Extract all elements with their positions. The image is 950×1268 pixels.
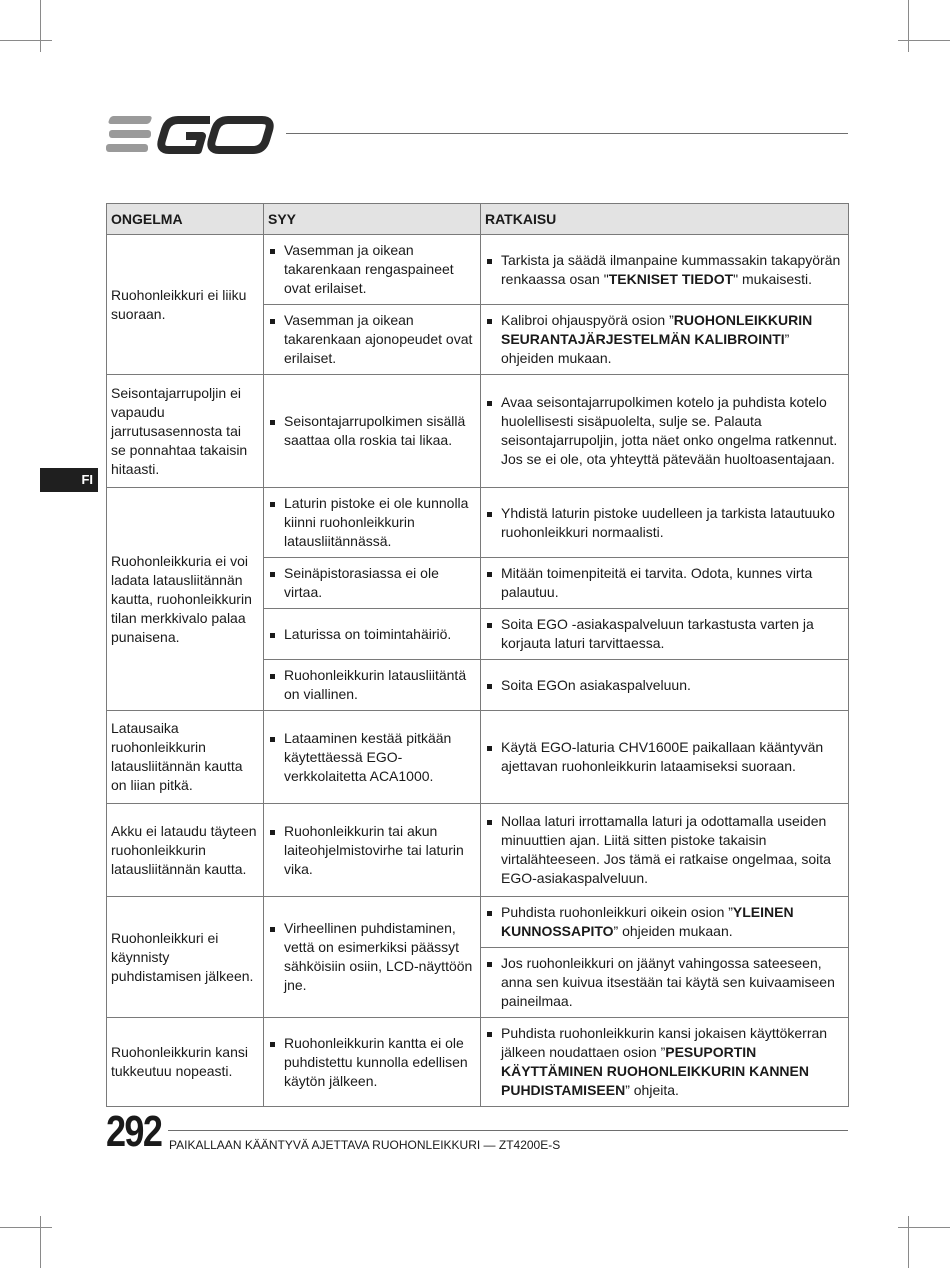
cause-text: Seinäpistorasiassa ei ole virtaa. <box>268 564 476 602</box>
table-row <box>107 897 849 948</box>
troubleshooting-table <box>106 203 849 1107</box>
crop-mark <box>40 1216 41 1268</box>
cause-cell <box>264 711 481 804</box>
cause-text: Ruohonleikkurin tai akun laiteohjelmistovirhe tai laturin vika. <box>268 822 476 879</box>
column-header-cause: SYY <box>264 204 481 235</box>
solution-cell <box>481 488 849 558</box>
solution-text: Nollaa laturi irrottamalla laturi ja odottamalla useiden minuuttien ajan. Liitä sitten pistoke takaisin virtalähteeseen. Jos tämä ei ratkaise ongelmaa, soita EGO-asiakaspalveluun. <box>485 812 844 888</box>
language-tab: FI <box>40 468 98 492</box>
cause-cell <box>264 1018 481 1107</box>
crop-mark <box>898 40 950 41</box>
solution-cell <box>481 660 849 711</box>
solution-cell <box>481 711 849 804</box>
solution-text-emphasis: RUOHONLEIKKURIN SEURANTAJÄRJESTELMÄN KALIBROINTI <box>501 312 813 347</box>
column-header-solution: RATKAISU <box>481 204 849 235</box>
cause-cell <box>264 558 481 609</box>
ego-logo <box>106 112 278 156</box>
solution-text: Yhdistä laturin pistoke uudelleen ja tarkista latautuuko ruohonleikkuri normaalisti. <box>485 504 844 542</box>
table-row <box>107 804 849 897</box>
cause-cell <box>264 897 481 1018</box>
crop-mark <box>0 40 52 41</box>
table-row <box>107 1018 849 1107</box>
problem-cell: Akku ei lataudu täyteen ruohonleikkurin latausliitännän kautta. <box>107 804 264 897</box>
solution-cell <box>481 305 849 375</box>
solution-text-part: ” ohjeiden mukaan. <box>501 331 790 366</box>
cause-text: Ruohonleikkurin latausliitäntä on viallinen. <box>268 666 476 704</box>
solution-text <box>485 903 844 941</box>
problem-cell: Latausaika ruohonleikkurin latausliitännän kautta on liian pitkä. <box>107 711 264 804</box>
cause-cell <box>264 609 481 660</box>
table-row <box>107 235 849 305</box>
solution-text-part: ” ohjeiden mukaan. <box>613 923 733 939</box>
solution-text-part: Tarkista ja säädä ilmanpaine kummassakin takapyörän renkaassa osan " <box>501 251 841 287</box>
table-row <box>107 488 849 558</box>
table-header-row <box>107 204 849 235</box>
solution-cell <box>481 804 849 897</box>
cause-cell <box>264 660 481 711</box>
problem-cell: Ruohonleikkuri ei liiku suoraan. <box>107 235 264 375</box>
header-rule <box>286 133 848 134</box>
cause-cell <box>264 488 481 558</box>
solution-text <box>485 311 844 368</box>
cause-text: Virheellinen puhdistaminen, vettä on esimerkiksi päässyt sähköisiin osiin, LCD-näyttöön jne. <box>268 919 476 995</box>
solution-text <box>485 1024 844 1100</box>
cause-text: Ruohonleikkurin kantta ei ole puhdistettu kunnolla edellisen käytön jälkeen. <box>268 1034 476 1091</box>
cause-cell <box>264 305 481 375</box>
solution-text-part: Kalibroi ohjauspyörä osion ” <box>501 312 674 328</box>
cause-text: Laturissa on toimintahäiriö. <box>268 625 476 644</box>
solution-text: Soita EGO -asiakaspalveluun tarkastusta varten ja korjauta laturi tarvittaessa. <box>485 615 844 653</box>
solution-text-part: ” ohjeita. <box>625 1082 679 1098</box>
solution-text: Soita EGOn asiakaspalveluun. <box>485 676 844 695</box>
page-number: 292 <box>106 1107 162 1156</box>
solution-text-emphasis: TEKNISET TIEDOT <box>608 270 734 287</box>
solution-cell <box>481 1018 849 1107</box>
solution-text-emphasis: PESUPORTIN KÄYTTÄMINEN RUOHONLEIKKURIN KANNEN PUHDISTAMISEEN <box>501 1044 809 1098</box>
footer-rule <box>168 1130 848 1131</box>
problem-cell: Seisontajarrupoljin ei vapaudu jarrutusasennosta tai se ponnahtaa takaisin hitaasti. <box>107 375 264 488</box>
solution-text-part: Puhdista ruohonleikkurin kansi jokaisen käyttökerran jälkeen noudattaen osion ” <box>501 1025 828 1060</box>
solution-cell <box>481 558 849 609</box>
crop-mark <box>898 1227 950 1228</box>
solution-text-part: Puhdista ruohonleikkuri oikein osion ” <box>501 904 733 920</box>
solution-text: Mitään toimenpiteitä ei tarvita. Odota, kunnes virta palautuu. <box>485 564 844 602</box>
solution-cell <box>481 235 849 305</box>
crop-mark <box>40 0 41 52</box>
solution-cell <box>481 897 849 948</box>
cause-cell <box>264 235 481 305</box>
footer-title: PAIKALLAAN KÄÄNTYVÄ AJETTAVA RUOHONLEIKKURI — ZT4200E-S <box>169 1138 561 1152</box>
crop-mark <box>0 1227 52 1228</box>
crop-mark <box>908 1216 909 1268</box>
cause-text: Seisontajarrupolkimen sisällä saattaa olla roskia tai likaa. <box>268 412 476 450</box>
cause-text: Lataaminen kestää pitkään käytettäessä EGO-verkkolaitetta ACA1000. <box>268 729 476 786</box>
cause-text: Vasemman ja oikean takarenkaan ajonopeudet ovat erilaiset. <box>268 311 476 368</box>
solution-text: Jos ruohonleikkuri on jäänyt vahingossa sateeseen, anna sen kuivua itsestään tai käytä sen kuivaamiseen paineilmaa. <box>485 954 844 1011</box>
solution-text-part: " mukaisesti. <box>733 270 813 287</box>
crop-mark <box>908 0 909 52</box>
column-header-problem: ONGELMA <box>107 204 264 235</box>
solution-cell <box>481 948 849 1018</box>
cause-cell <box>264 375 481 488</box>
problem-cell: Ruohonleikkurin kansi tukkeutuu nopeasti. <box>107 1018 264 1107</box>
problem-cell: Ruohonleikkuri ei käynnisty puhdistamisen jälkeen. <box>107 897 264 1018</box>
cause-text: Vasemman ja oikean takarenkaan rengaspaineet ovat erilaiset. <box>268 241 476 298</box>
solution-cell <box>481 609 849 660</box>
solution-text-emphasis: YLEINEN KUNNOSSAPITO <box>501 904 794 939</box>
solution-text <box>485 251 844 289</box>
solution-text: Käytä EGO-laturia CHV1600E paikallaan kääntyvän ajettavan ruohonleikkurin lataamiseksi suoraan. <box>485 738 844 776</box>
table-row <box>107 711 849 804</box>
solution-text: Avaa seisontajarrupolkimen kotelo ja puhdista kotelo huolellisesti sisäpuolelta, sulje se. Palauta seisontajarrupoljin, jotta näet onko ongelma ratkennut. Jos se ei ole, ota yhteyttä pätevään huoltoasentajaan. <box>485 393 844 469</box>
problem-cell: Ruohonleikkuria ei voi ladata latausliitännän kautta, ruohonleikkurin tilan merkkivalo palaa punaisena. <box>107 488 264 711</box>
solution-cell <box>481 375 849 488</box>
cause-text: Laturin pistoke ei ole kunnolla kiinni ruohonleikkurin latausliitännässä. <box>268 494 476 551</box>
cause-cell <box>264 804 481 897</box>
table-row <box>107 375 849 488</box>
